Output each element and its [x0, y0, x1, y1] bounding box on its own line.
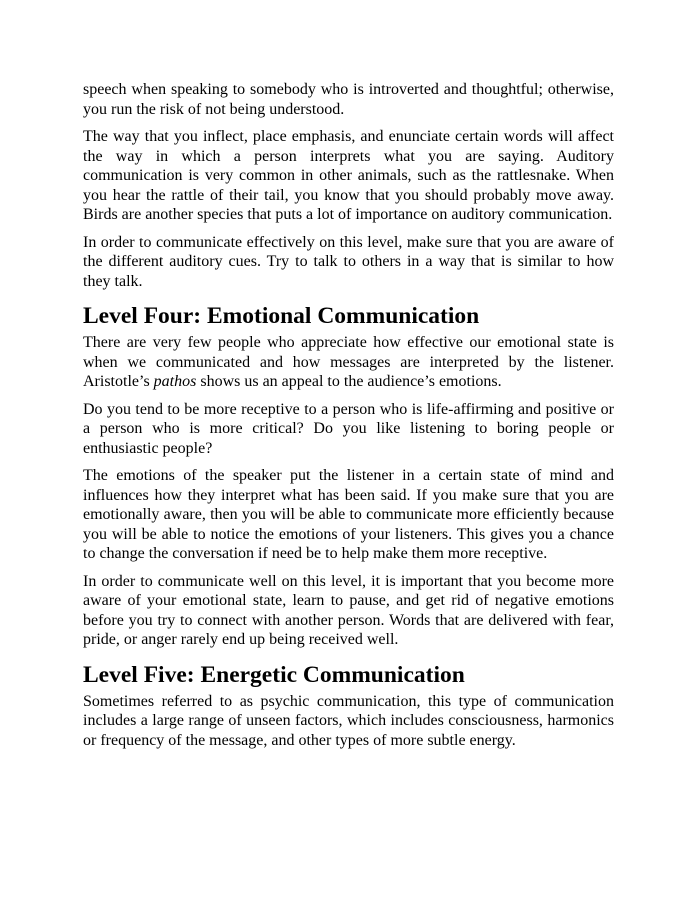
- paragraph-intro-1: speech when speaking to somebody who is introverted and thoughtful; otherwise, you run the risk of not being understood.: [83, 81, 614, 118]
- document-page: [83, 80, 614, 758]
- paragraph-emotional-1: [83, 333, 614, 392]
- paragraph-emotional-3: The emotions of the speaker put the listener in a certain state of mind and influences how they interpret what has been said. If you make sure that you are emotionally aware, then you will be able to communicate more efficiently because you will be able to notice the emotions of your listeners. This gives you a chance to change the conversation if need be to help make them more receptive.: [83, 467, 614, 562]
- paragraph-emotional-4: In order to communicate well on this level, it is important that you become more aware of your emotional state, learn to pause, and get rid of negative emotions before you try to connect with another person. Words that are delivered with fear, pride, or anger rarely end up being received well.: [83, 572, 614, 648]
- paragraph-emotional-1-text-a: There are very few people who appreciate how effective our emotional state is when we communicated and how messages are interpreted by the listener. Aristotle’s: [83, 334, 614, 390]
- heading-level-four: Level Four: Emotional Communication: [83, 303, 480, 329]
- paragraph-emotional-1-text-b: shows us an appeal to the audience’s emotions.: [196, 373, 502, 390]
- pathos-term: pathos: [153, 373, 197, 390]
- paragraph-intro-2: The way that you inflect, place emphasis, and enunciate certain words will affect the way in which a person interprets what you are saying. Auditory communication is very common in other animals, such as the rattlesnake. When you hear the rattle of their tail, you know that you should probably move away. Birds are another species that puts a lot of importance on auditory communication.: [83, 128, 614, 223]
- heading-level-five: Level Five: Energetic Communication: [83, 661, 465, 688]
- paragraph-energetic-1: Sometimes referred to as psychic communication, this type of communication includes a large range of unseen factors, which includes consciousness, harmonics or frequency of the message, and other types of more subtle energy.: [83, 692, 614, 749]
- paragraph-intro-3: In order to communicate effectively on this level, make sure that you are aware of the different auditory cues. Try to talk to others in a way that is similar to how they talk.: [83, 233, 614, 290]
- paragraph-emotional-2: Do you tend to be more receptive to a person who is life-affirming and positive or a person who is more critical? Do you like listening to boring people or enthusiastic people?: [83, 400, 614, 457]
